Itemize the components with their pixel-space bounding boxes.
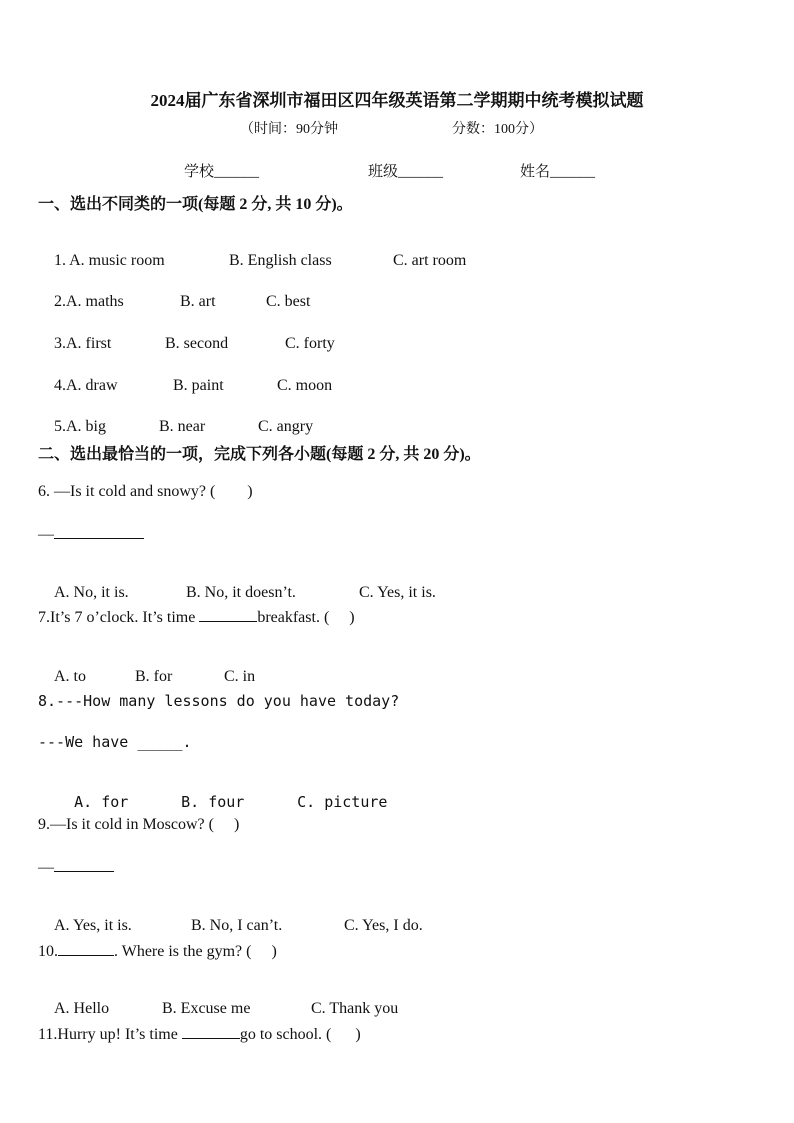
option-a: 4.A. draw bbox=[54, 377, 118, 394]
stem-end: breakfast. ( ) bbox=[257, 609, 355, 626]
answer-blank bbox=[54, 857, 114, 872]
option-b: B. No, it doesn’t. bbox=[186, 584, 296, 601]
answer-blank bbox=[182, 1024, 240, 1039]
option-c: C. best bbox=[266, 293, 311, 310]
question-9-stem: 9.—Is it cold in Moscow? ( ) bbox=[38, 816, 240, 833]
question-6-stem: 6. —Is it cold and snowy? ( ) bbox=[38, 483, 253, 500]
question-7-stem bbox=[38, 607, 355, 627]
option-c: C. in bbox=[224, 668, 256, 685]
option-a: 2.A. maths bbox=[54, 293, 124, 310]
option-c: C. angry bbox=[258, 418, 314, 435]
option-c: C. forty bbox=[285, 335, 335, 352]
option-a: A. Hello bbox=[54, 1000, 110, 1017]
question-8-stem: 8.---How many lessons do you have today? bbox=[38, 692, 400, 710]
option-b: B. Excuse me bbox=[162, 1000, 251, 1017]
option-c: C. art room bbox=[393, 252, 467, 269]
school-field: 学校______ bbox=[184, 164, 260, 180]
option-c: C. Yes, it is. bbox=[359, 584, 436, 601]
option-b: B. for bbox=[135, 668, 173, 685]
option-b: B. art bbox=[180, 293, 216, 310]
section-1-heading: 一、选出不同类的一项(每题 2 分, 共 10 分)。 bbox=[38, 196, 353, 213]
exam-score: 分数：100分） bbox=[452, 122, 543, 137]
option-c: C. moon bbox=[277, 377, 333, 394]
stem-start: 7.It’s 7 o’clock. It’s time bbox=[38, 609, 196, 626]
option-b: B. four bbox=[181, 793, 245, 811]
question-8-reply: ---We have _____. bbox=[38, 733, 192, 751]
question-6-answer-line bbox=[38, 524, 144, 544]
answer-dash: — bbox=[38, 526, 54, 543]
answer-blank bbox=[199, 607, 257, 622]
option-c: C. Yes, I do. bbox=[344, 917, 423, 934]
answer-dash: — bbox=[38, 859, 54, 876]
class-field: 班级______ bbox=[368, 164, 444, 180]
exam-time: （时间：90分钟 bbox=[240, 122, 338, 137]
option-a: A. Yes, it is. bbox=[54, 917, 132, 934]
question-11-stem bbox=[38, 1024, 361, 1044]
question-number: 10. bbox=[38, 943, 58, 960]
stem-end: go to school. ( ) bbox=[239, 1026, 361, 1043]
option-b: B. No, I can’t. bbox=[191, 917, 283, 934]
option-b: B. English class bbox=[229, 252, 332, 269]
option-c: C. picture bbox=[297, 793, 388, 811]
question-10-stem bbox=[38, 941, 277, 961]
stem-text: . Where is the gym? ( ) bbox=[114, 943, 277, 960]
stem-start: 11.Hurry up! It’s time bbox=[38, 1026, 178, 1043]
answer-blank bbox=[58, 941, 114, 956]
section-2-heading: 二、选出最恰当的一项，完成下列各小题(每题 2 分, 共 20 分)。 bbox=[38, 446, 481, 463]
answer-blank bbox=[54, 524, 144, 539]
option-a: 1. A. music room bbox=[54, 252, 165, 269]
option-b: B. paint bbox=[173, 377, 224, 394]
option-a: A. No, it is. bbox=[54, 584, 129, 601]
option-a: 5.A. big bbox=[54, 418, 106, 435]
page-title: 2024届广东省深圳市福田区四年级英语第二学期期中统考模拟试题 bbox=[150, 91, 644, 110]
option-b: B. near bbox=[159, 418, 206, 435]
name-field: 姓名______ bbox=[520, 164, 596, 180]
option-a: A. for bbox=[74, 793, 129, 811]
option-a: 3.A. first bbox=[54, 335, 112, 352]
question-9-answer-line bbox=[38, 857, 114, 877]
option-a: A. to bbox=[54, 668, 86, 685]
option-b: B. second bbox=[165, 335, 229, 352]
option-c: C. Thank you bbox=[311, 1000, 399, 1017]
